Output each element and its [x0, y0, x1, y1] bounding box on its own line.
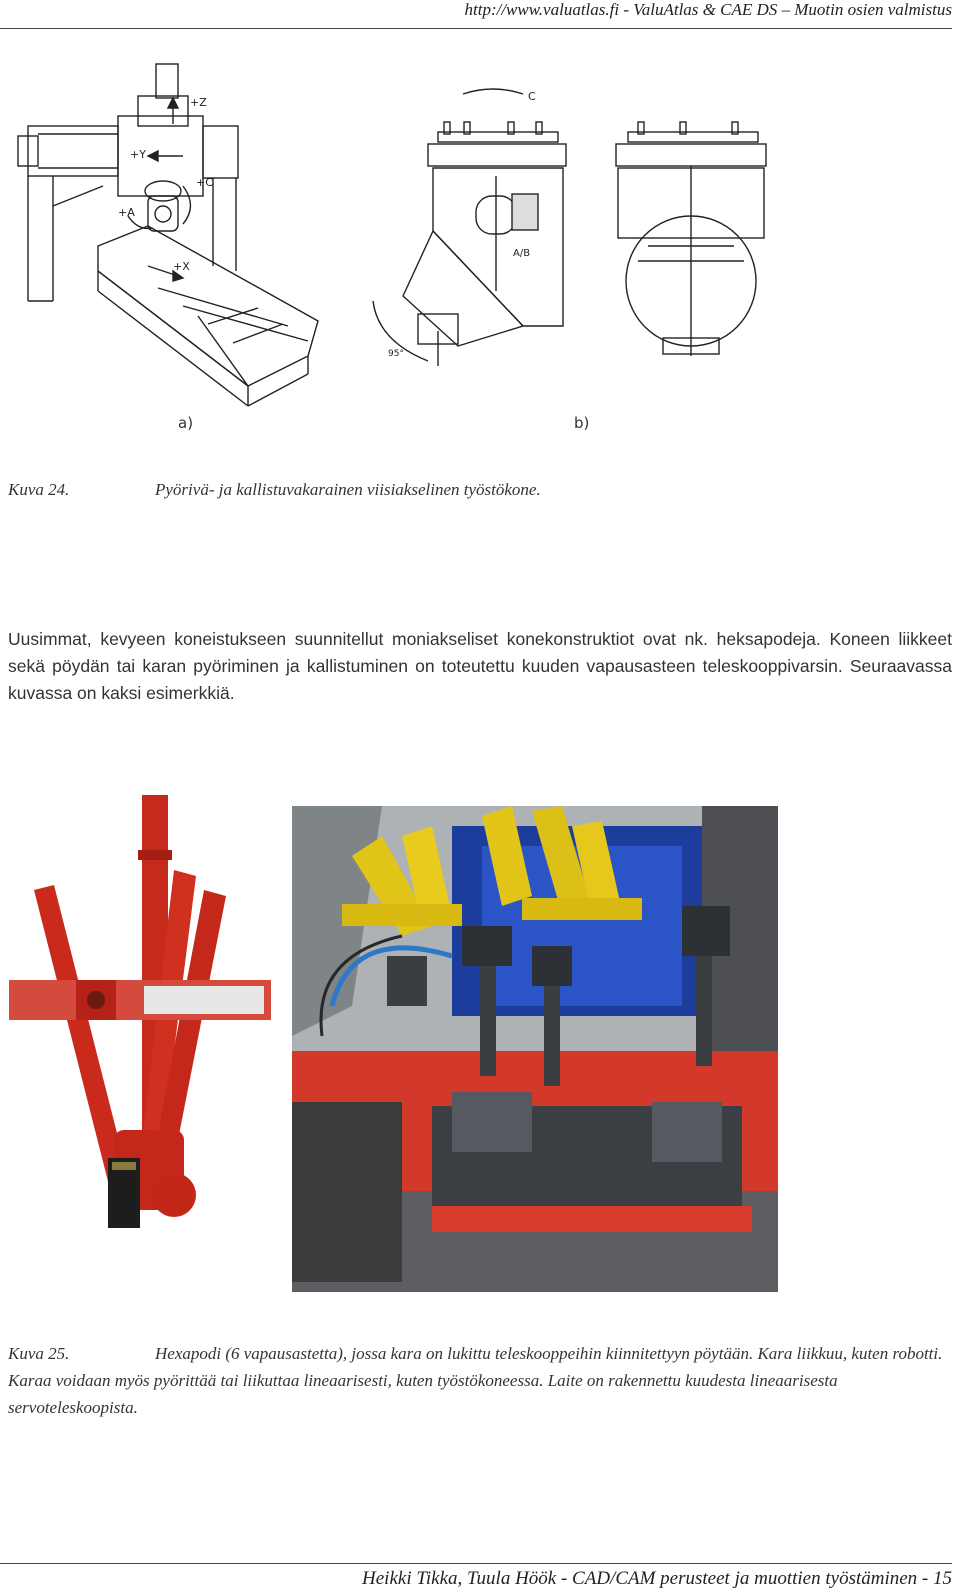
- axis-z-label: +Z: [190, 96, 207, 109]
- figure-label-b: b): [574, 414, 590, 432]
- tilting-head-front-view: [608, 56, 788, 366]
- caption-number: Kuva 24.: [8, 480, 70, 499]
- axis-a-label: +A: [118, 206, 135, 219]
- angle-label: 95°: [388, 349, 404, 359]
- tilting-head-drawing: [373, 89, 566, 366]
- caption-text: Pyörivä- ja kallistuvakarainen viisiakselinen työstökone.: [155, 480, 541, 499]
- caption-text: Hexapodi (6 vapausastetta), jossa kara on lukittu teleskooppeihin kiinnitettyyn pöytään. Kara liikkuu, kuten robotti. Karaa voidaan myös pyörittää tai liikuttaa lineaarisesti, kuten työstökoneessa. Laite on rakennettu kuudesta lineaarisesta servoteleskoopista.: [8, 1344, 943, 1417]
- body-paragraph: Uusimmat, kevyeen koneistukseen suunnitellut moniakseliset konekonstruktiot ovat nk. heksapodeja. Koneen liikkeet sekä pöydän tai karan pyöriminen ja kallistuminen on toteutettu kuuden vapausasteen teleskooppivarsin. Seuraavassa kuvassa on kaksi esimerkkiä.: [8, 629, 952, 703]
- rotation-c-label: C: [528, 90, 536, 103]
- figure-24-drawing: [8, 56, 608, 446]
- hexapod-photo-machine: [292, 806, 778, 1292]
- figure-label-a: a): [178, 414, 194, 432]
- axis-x-label: +X: [173, 260, 190, 273]
- page-footer: Heikki Tikka, Tuula Höök - CAD/CAM perusteet ja muottien työstäminen - 15: [0, 1563, 952, 1594]
- axis-y-label: +Y: [130, 148, 146, 161]
- page-header: http://www.valuatlas.fi - ValuAtlas & CAE DS – Muotin osien valmistus: [0, 0, 952, 29]
- axis-ab-label: A/B: [513, 248, 531, 259]
- five-axis-gantry-drawing: [18, 64, 318, 406]
- hexapod-photo-red: [4, 790, 282, 1250]
- axis-c-label: +C: [196, 176, 213, 189]
- caption-number: Kuva 25.: [8, 1344, 70, 1363]
- figure-24-caption: [8, 476, 938, 503]
- figure-25-caption: [8, 1340, 952, 1421]
